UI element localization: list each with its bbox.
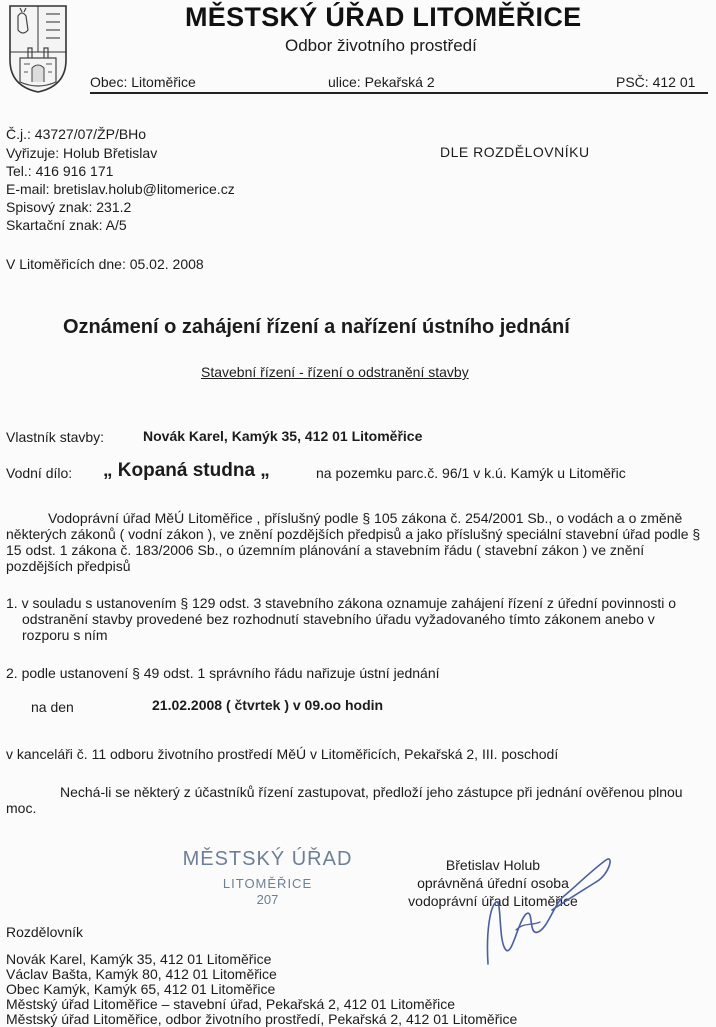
list-item: Městský úřad Litoměřice – stavební úřad, Pekařská 2, 412 01 Litoměřice [6, 996, 455, 1012]
distribution-title: Rozdělovník [6, 924, 84, 940]
list-item: Městský úřad Litoměřice, odbor životního prostředí, Pekařská 2, 412 01 Litoměřice [6, 1011, 518, 1027]
work-name: „ Kopaná studna „ [103, 460, 270, 481]
city-coat-of-arms-icon [6, 2, 70, 94]
postal-code: PSČ: 412 01 [616, 74, 696, 90]
work-location: na pozemku parc.č. 96/1 v k.ú. Kamýk u Litoměřic [316, 465, 626, 481]
case-number: Č.j.: 43727/07/ŽP/BHo [6, 126, 147, 142]
department-name: Odbor životního prostředí [285, 36, 477, 55]
file-mark: Spisový znak: 231.2 [6, 199, 132, 215]
header-divider [90, 92, 708, 94]
phone: Tel.: 416 916 171 [6, 163, 114, 179]
owner-label: Vlastník stavby: [6, 429, 105, 445]
signatory-role: oprávněná úřední osoba [417, 875, 569, 891]
signatory-office: vodoprávní úřad Litoměřice [408, 893, 578, 909]
stamp-line-2: LITOMĚŘICE [222, 876, 313, 891]
owner-value: Novák Karel, Kamýk 35, 412 01 Litoměřice [143, 428, 423, 444]
email: E-mail: bretislav.holub@litomerice.cz [6, 181, 235, 197]
document-title: Oznámení o zahájení řízení a nařízení ústního jednání [63, 316, 570, 338]
hearing-day-value: 21.02.2008 ( čtvrtek ) v 09.oo hodin [152, 697, 384, 713]
document-date: V Litoměřicích dne: 05.02. 2008 [6, 256, 204, 272]
signatory-name: Břetislav Holub [445, 857, 541, 873]
distribution-list [6, 952, 517, 1027]
stamp-line-3: 207 [256, 892, 279, 907]
stamp-line-1: MĚSTSKÝ ÚŘAD [182, 848, 353, 870]
intro-paragraph: Vodoprávní úřad MěÚ Litoměřice , příslušný podle § 105 zákona č. 254/2001 Sb., o vodách a o změně některých zákonů ( vodní zákon ), ve znění pozdějších předpisů a jako příslušný speciální stavební úřad podle § 15 odst. 1 zákona č. 183/2006 Sb., o územním plánování a stavebním řádu ( stavební zákon ) ve znění pozdějších předpisů [6, 510, 701, 574]
list-item: Novák Karel, Kamýk 35, 412 01 Litoměřice [6, 951, 272, 967]
recipient: DLE ROZDĚLOVNÍKU [440, 144, 590, 160]
street-address: ulice: Pekařská 2 [328, 74, 435, 90]
representation-note: Nechá-li se některý z účastníků řízení zastupovat, předloží jeho zástupce při jednání ověřenou plnou moc. [6, 784, 683, 816]
hearing-place: v kanceláři č. 11 odboru životního prostředí MěÚ v Litoměřicích, Pekařská 2, III. poschodí [6, 746, 559, 762]
office-name: MĚSTSKÝ ÚŘAD LITOMĚŘICE [185, 2, 582, 32]
work-label: Vodní dílo: [6, 465, 73, 481]
shredding-mark: Skartační znak: A/5 [6, 217, 127, 233]
list-item: Václav Bašta, Kamýk 80, 412 01 Litoměřice [6, 966, 277, 982]
municipality: Obec: Litoměřice [90, 74, 196, 90]
item-2: 2. podle ustanovení § 49 odst. 1 správního řádu nařizuje ústní jednání [6, 665, 440, 681]
document-subtitle: Stavební řízení - řízení o odstranění stavby [201, 364, 469, 380]
hearing-day-label: na den [31, 699, 74, 715]
office-stamp [160, 848, 375, 907]
list-item: Obec Kamýk, Kamýk 65, 412 01 Litoměřice [6, 981, 276, 997]
item-1: 1. v souladu s ustanovením § 129 odst. 3 stavebního zákona oznamuje zahájení řízení z úřední povinnosti o odstranění stavby provedené bez rozhodnutí stavebního úřadu vyžadovaného tímto zákonem anebo v rozporu s ním [6, 595, 677, 643]
handled-by: Vyřizuje: Holub Břetislav [6, 145, 158, 161]
